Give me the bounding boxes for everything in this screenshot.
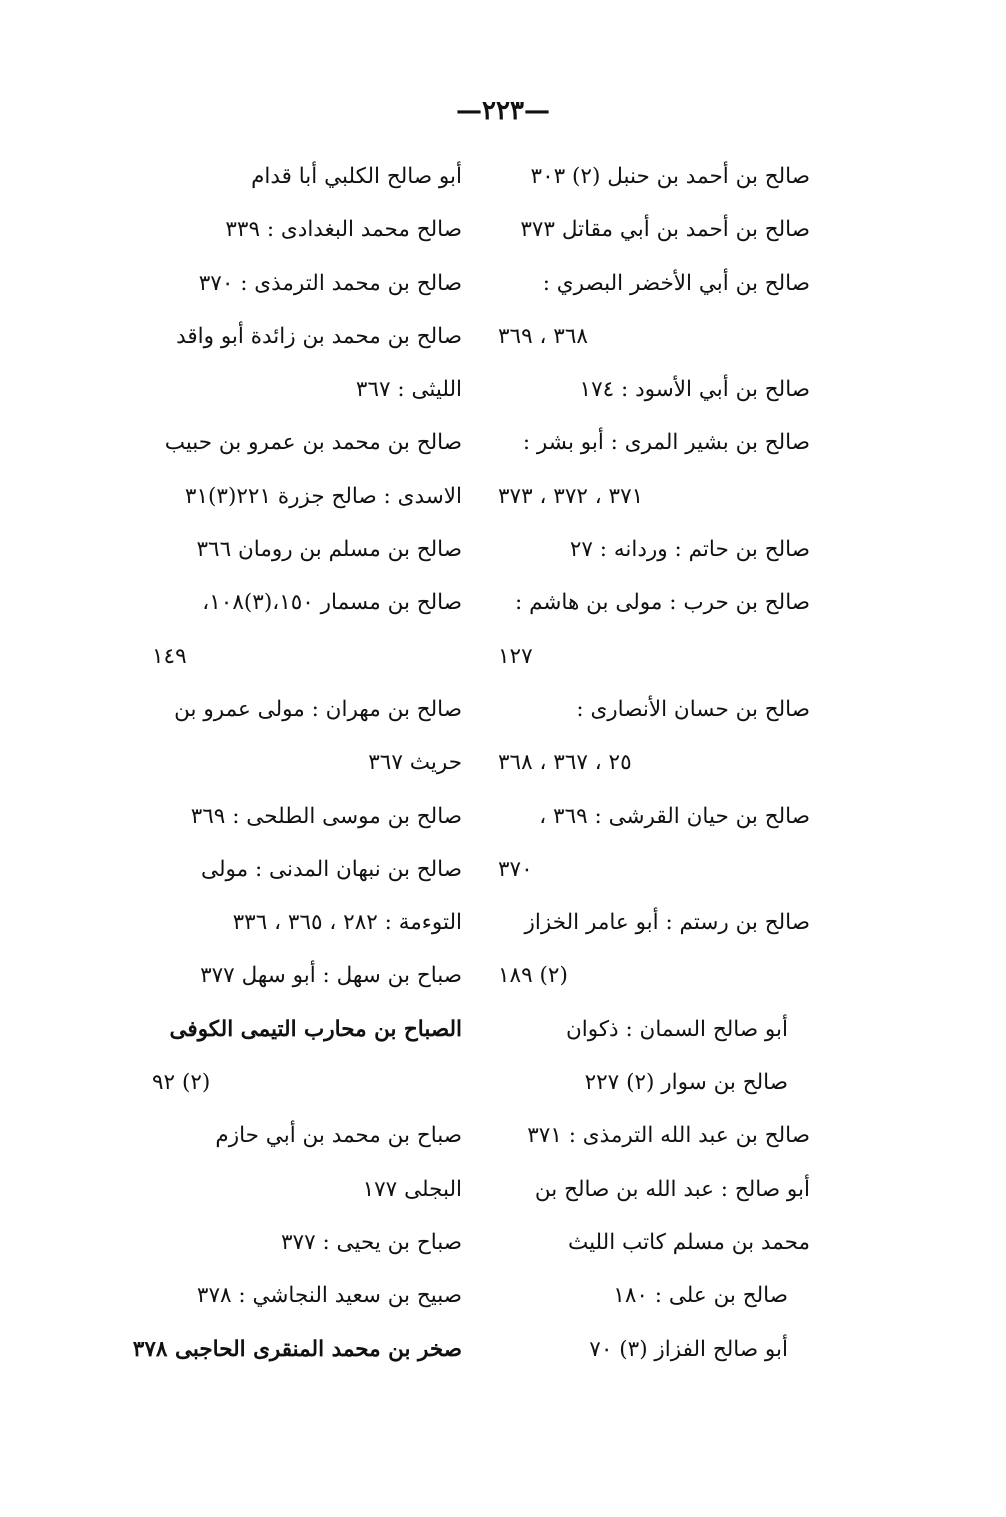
index-entry-continuation: (٢) ١٨٩ bbox=[498, 963, 568, 989]
page-number: —٢٢٣— bbox=[456, 96, 550, 126]
index-entry: صالح محمد البغدادى : ٣٣٩ bbox=[225, 217, 462, 243]
index-entry: صخر بن محمد المنقرى الحاجبى ٣٧٨ bbox=[132, 1336, 462, 1362]
index-entry: صالح بن حسان الأنصارى : bbox=[576, 696, 810, 722]
index-entry: التوءمة : ٢٨٢ ، ٣٦٥ ، ٣٣٦ bbox=[232, 910, 462, 936]
index-entry: صالح بن عبد الله الترمذى : ٣٧١ bbox=[527, 1123, 810, 1149]
index-entry: صالح بن أبي الأخضر البصري : bbox=[542, 270, 810, 296]
index-entry: الليثى : ٣٦٧ bbox=[355, 377, 462, 403]
index-entry: الصباح بن محارب التيمى الكوفى bbox=[169, 1016, 462, 1042]
index-entry: البجلى ١٧٧ bbox=[362, 1176, 462, 1202]
index-entry-continuation: (٢) ٩٢ bbox=[152, 1070, 211, 1096]
index-entry-continuation: ١٤٩ bbox=[152, 643, 187, 669]
index-entry-continuation: ١٢٧ bbox=[498, 643, 533, 669]
index-entry: صالح بن حيان القرشى : ٣٦٩ ، bbox=[539, 803, 810, 829]
index-entry: صالح بن رستم : أبو عامر الخزاز bbox=[524, 910, 810, 936]
index-entry: صالح بن حرب : مولى بن هاشم : bbox=[515, 590, 810, 616]
index-entry: أبو صالح : عبد الله بن صالح بن bbox=[534, 1176, 810, 1202]
index-entry: صالح بن مسمار ١٥٠،(٣)١٠٨، bbox=[202, 590, 462, 616]
index-entry-continuation: ٣٧١ ، ٣٧٢ ، ٣٧٣ bbox=[498, 483, 644, 509]
index-entry: صالح بن أحمد بن أبي مقاتل ٣٧٣ bbox=[520, 217, 810, 243]
index-entry: صالح بن موسى الطلحى : ٣٦٩ bbox=[190, 803, 462, 829]
index-entry: صباح بن محمد بن أبي حازم bbox=[215, 1123, 462, 1149]
index-entry-continuation: ٣٦٨ ، ٣٦٩ bbox=[498, 323, 588, 349]
index-entry: حريث ٣٦٧ bbox=[368, 750, 462, 776]
index-column-left bbox=[132, 150, 462, 1376]
index-entry-continuation: ٣٧٠ bbox=[498, 856, 533, 882]
index-entry: صالح بن نبهان المدنى : مولى bbox=[201, 856, 462, 882]
index-entry: صباح بن سهل : أبو سهل ٣٧٧ bbox=[200, 963, 462, 989]
index-entry: صالح بن حاتم : وردانه : ٢٧ bbox=[569, 537, 810, 563]
index-entry-continuation: ٢٥ ، ٣٦٧ ، ٣٦٨ bbox=[498, 750, 632, 776]
index-entry: صالح بن محمد الترمذى : ٣٧٠ bbox=[198, 270, 462, 296]
index-entry: أبو صالح السمان : ذكوان bbox=[565, 1016, 788, 1042]
index-entry: الاسدى : صالح جزرة ٢٢١(٣)٣١ bbox=[184, 483, 462, 509]
index-entry: صالح بن أبي الأسود : ١٧٤ bbox=[579, 377, 810, 403]
index-entry: صبيح بن سعيد النجاشي : ٣٧٨ bbox=[196, 1283, 462, 1309]
index-entry: صالح بن محمد بن عمرو بن حبيب bbox=[164, 430, 462, 456]
index-entry: صالح بن محمد بن زائدة أبو واقد bbox=[176, 323, 462, 349]
index-column-right bbox=[498, 150, 810, 1376]
index-entry: صالح بن مهران : مولى عمرو بن bbox=[174, 696, 462, 722]
index-entry: صالح بن أحمد بن حنبل (٢) ٣٠٣ bbox=[530, 164, 810, 189]
index-entry: صالح بن بشير المرى : أبو بشر : bbox=[522, 430, 810, 456]
index-entry: صباح بن يحيى : ٣٧٧ bbox=[280, 1229, 462, 1255]
index-entry: صالح بن على : ١٨٠ bbox=[613, 1283, 788, 1309]
index-entry: صالح بن سوار (٢) ٢٢٧ bbox=[584, 1070, 788, 1096]
index-entry: أبو صالح الفزاز (٣) ٧٠ bbox=[589, 1336, 788, 1362]
index-entry: أبو صالح الكلبي أبا قدام bbox=[251, 164, 462, 189]
index-entry: محمد بن مسلم كاتب الليث bbox=[567, 1229, 810, 1255]
index-entry: صالح بن مسلم بن رومان ٣٦٦ bbox=[196, 537, 462, 563]
